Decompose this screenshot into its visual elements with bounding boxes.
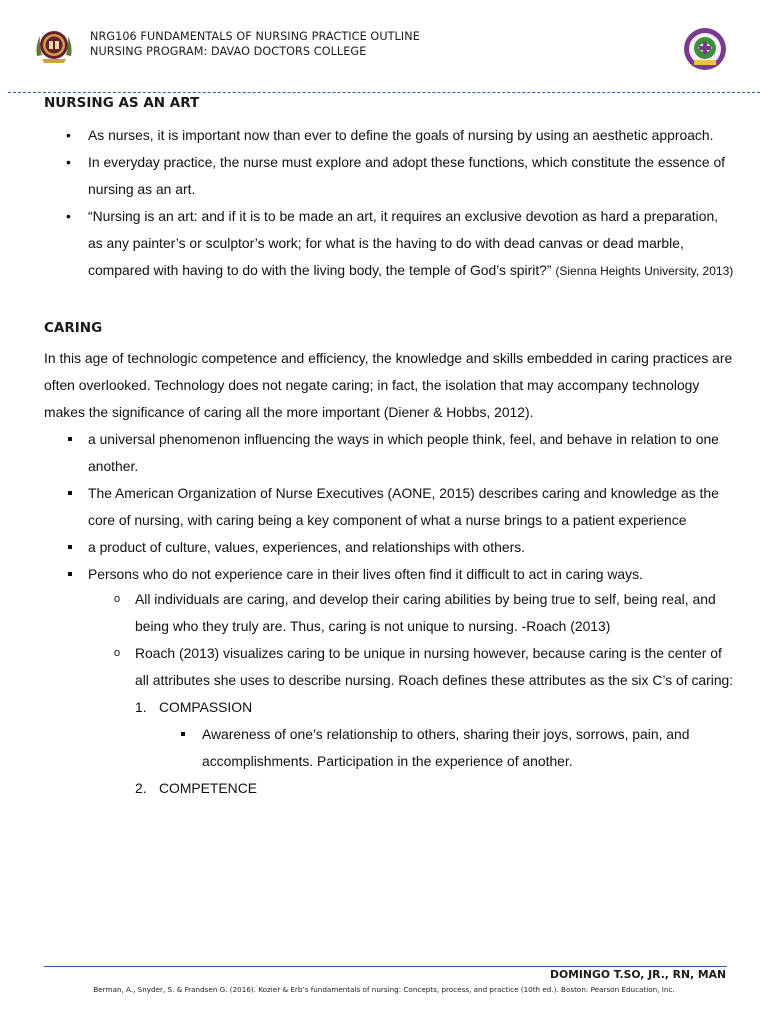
quote-citation: (Sienna Heights University, 2013) — [555, 264, 734, 278]
list-item: • As nurses, it is important now than ever to define the goals of nursing by using an aesthetic approach. — [44, 122, 734, 149]
college-seal-left-icon — [34, 26, 74, 66]
nursing-program-seal-right-icon — [682, 26, 728, 72]
list-item: Awareness of one’s relationship to others, sharing their joys, sorrows, pain, and accomplishments. Participation in the experience of another. — [44, 721, 734, 775]
list-item-label: COMPETENCE — [159, 780, 258, 796]
list-item: Persons who do not experience care in their lives often find it difficult to act in caring ways. — [44, 561, 734, 588]
header-divider — [8, 92, 760, 93]
list-item: a universal phenomenon influencing the ways in which people think, feel, and behave in relation to one another. — [44, 426, 734, 480]
main-content — [44, 94, 734, 802]
list-item — [44, 694, 734, 721]
six-cs-list-continued — [44, 775, 734, 802]
caring-intro-paragraph: In this age of technologic competence and efficiency, the knowledge and skills embedded in caring practices are often overlooked. Technology does not negate caring; in fact, the isolation that may accompany technology makes the significance of caring all the more important (Diener & Hobbs, 2012). — [44, 350, 733, 420]
list-item — [44, 775, 734, 802]
footer-divider — [44, 966, 727, 967]
nightingale-quote: “Nursing is an art: and if it is to be made an art, it requires an exclusive devotion as hard a preparation, as any painter’s or sculptor’s work; for what is the having to do with dead canvas or dead marble, compared with having to do with the living body, the temple of God’s spirit?” — [88, 208, 719, 278]
header-title — [90, 29, 420, 59]
art-bullet-list — [44, 122, 734, 285]
list-item: a product of culture, values, experiences, and relationships with others. — [44, 534, 734, 561]
caring-sub-list — [44, 586, 734, 694]
list-number: 1. — [135, 699, 147, 715]
list-item: • In everyday practice, the nurse must explore and adopt these functions, which constitute the essence of nursing as an art. — [44, 149, 734, 203]
footer-author: DOMINGO T.SO, JR., RN, MAN — [550, 968, 726, 981]
list-item: o Roach (2013) visualizes caring to be unique in nursing however, because caring is the center of all attributes she uses to describe nursing. Roach defines these attributes as the six C’s of caring: — [44, 640, 734, 694]
header-course-title: NRG106 FUNDAMENTALS OF NURSING PRACTICE OUTLINE — [90, 30, 420, 43]
list-item: o All individuals are caring, and develop their caring abilities by being true to self, being real, and being who they truly are. Thus, caring is not unique to nursing. -Roach (2013) — [44, 586, 734, 640]
six-cs-list — [44, 694, 734, 721]
list-item — [44, 203, 734, 285]
footer-reference: Berman, A., Snyder, S. & Frandsen G. (2016). Kozier & Erb’s fundamentals of nursing: Concepts, process, and practice (10th ed.). Boston: Pearson Education, Inc. — [93, 985, 675, 994]
list-item: The American Organization of Nurse Executives (AONE, 2015) describes caring and knowledge as the core of nursing, with caring being a key component of what a nurse brings to a patient experience — [44, 480, 734, 534]
section-title-caring: CARING — [44, 320, 103, 336]
caring-bullet-list — [44, 426, 734, 588]
header-program-title: NURSING PROGRAM: DAVAO DOCTORS COLLEGE — [90, 45, 367, 58]
section-title-nursing-as-art: NURSING AS AN ART — [44, 95, 200, 111]
list-item-label: COMPASSION — [159, 699, 253, 715]
list-number: 2. — [135, 780, 147, 796]
compassion-sub-list — [44, 721, 734, 775]
page-header — [0, 26, 768, 70]
